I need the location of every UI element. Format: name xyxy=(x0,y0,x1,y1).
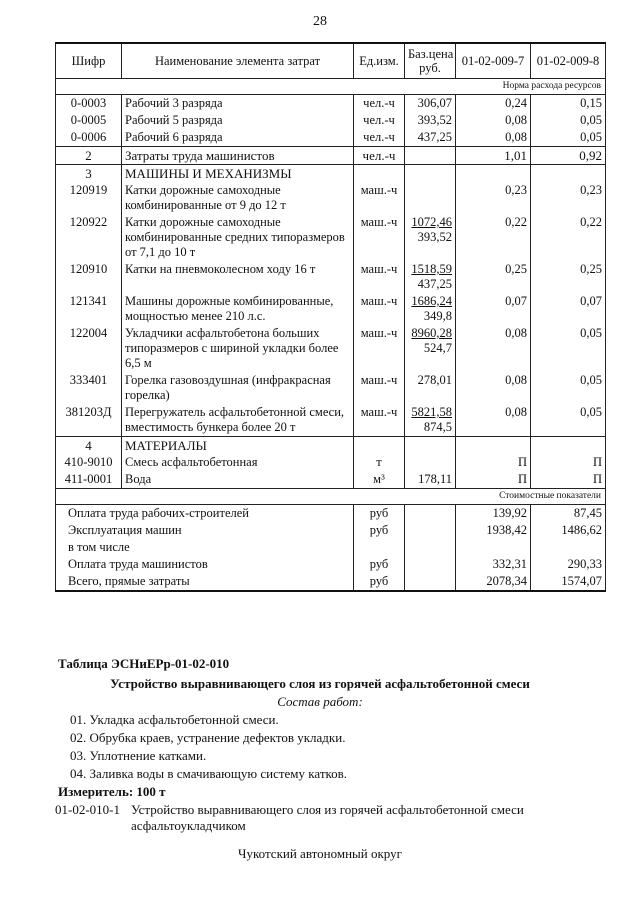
row-name: Вода xyxy=(122,471,354,489)
total-value-1: 1938,42 xyxy=(456,522,531,539)
row-value-1: 0,08 xyxy=(456,129,531,147)
row-code: 122004 xyxy=(56,325,122,372)
row-code: 410-9010 xyxy=(56,454,122,471)
price-total: 8960,28 xyxy=(411,326,452,340)
row-value-2: П xyxy=(531,471,606,489)
row-price: 437,25 xyxy=(405,129,456,147)
row-value-1: 0,24 xyxy=(456,95,531,113)
row-name: Катки дорожные самоходные комбинированные от 9 до 12 т xyxy=(122,182,354,214)
row-price: 393,52 xyxy=(405,112,456,129)
row-value-1: 0,08 xyxy=(456,372,531,404)
work-item: 03. Уплотнение катками. xyxy=(70,748,207,763)
row-name: Горелка газовоздушная (инфракрасная горелка) xyxy=(122,372,354,404)
row-value-1: 0,07 xyxy=(456,293,531,325)
total-value-2: 1574,07 xyxy=(531,573,606,591)
row-unit: маш.-ч xyxy=(354,372,405,404)
row-name: Смесь асфальтобетонная xyxy=(122,454,354,471)
row-unit: маш.-ч xyxy=(354,261,405,293)
row-code: 0-0003 xyxy=(56,95,122,113)
composition-title: Состав работ: xyxy=(277,694,363,709)
total-value-1: 332,31 xyxy=(456,556,531,573)
row-value-1: П xyxy=(456,454,531,471)
price-wages: 349,8 xyxy=(423,309,452,323)
row-unit: т xyxy=(354,454,405,471)
resource-table xyxy=(55,42,606,592)
row-code: 411-0001 xyxy=(56,471,122,489)
row-price xyxy=(405,454,456,471)
row-name: Катки на пневмоколесном ходу 16 т xyxy=(122,261,354,293)
row-name: Затраты труда машинистов xyxy=(122,147,354,165)
section-table-label: Таблица ЭСНиЕРр-01-02-010 xyxy=(58,656,230,671)
row-code: 120919 xyxy=(56,182,122,214)
row-value-2: 0,05 xyxy=(531,404,606,437)
row-value-2: П xyxy=(531,454,606,471)
section-title: Устройство выравнивающего слоя из горячей асфальтобетонной смеси xyxy=(110,676,530,691)
price-wages: 524,7 xyxy=(423,341,452,355)
section-header-materials xyxy=(56,437,606,455)
section-title: МАШИНЫ И МЕХАНИЗМЫ xyxy=(122,165,354,183)
total-row xyxy=(56,539,606,556)
total-unit: руб xyxy=(354,573,405,591)
row-name: Перегружатель асфальтобетонной смеси, вместимость бункера более 20 т xyxy=(122,404,354,437)
row-code: 2 xyxy=(56,147,122,165)
total-value-2: 1486,62 xyxy=(531,522,606,539)
table-row xyxy=(56,293,606,325)
row-code: 120922 xyxy=(56,214,122,261)
row-value-1: 0,23 xyxy=(456,182,531,214)
row-value-2: 0,92 xyxy=(531,147,606,165)
price-wages: 393,52 xyxy=(417,230,452,244)
total-label: Оплата труда машинистов xyxy=(56,556,354,573)
table-row xyxy=(56,404,606,437)
row-code: 0-0006 xyxy=(56,129,122,147)
row-unit: м³ xyxy=(354,471,405,489)
row-unit: чел.-ч xyxy=(354,129,405,147)
row-value-1: П xyxy=(456,471,531,489)
row-unit: чел.-ч xyxy=(354,95,405,113)
row-price: 178,11 xyxy=(405,471,456,489)
row-value-2: 0,05 xyxy=(531,325,606,372)
row-value-1: 0,08 xyxy=(456,112,531,129)
row-value-2: 0,25 xyxy=(531,261,606,293)
total-unit: руб xyxy=(354,505,405,523)
table-row xyxy=(56,112,606,129)
header-name: Наименование элемента затрат xyxy=(122,43,354,79)
row-value-2: 0,15 xyxy=(531,95,606,113)
section-header-machines xyxy=(56,165,606,183)
item-description: Устройство выравнивающего слоя из горячей асфальтобетонной смеси асфальтоукладчиком xyxy=(131,802,524,833)
price-wages: 437,25 xyxy=(417,277,452,291)
row-code: 120910 xyxy=(56,261,122,293)
row-value-2: 0,05 xyxy=(531,112,606,129)
total-label: Эксплуатация машин xyxy=(56,522,354,539)
machinist-row xyxy=(56,147,606,165)
measure-unit: Измеритель: 100 т xyxy=(58,784,166,799)
norm-caption: Норма расхода ресурсов xyxy=(56,79,606,95)
header-base-price: Баз.цена руб. xyxy=(405,43,456,79)
row-value-2: 0,22 xyxy=(531,214,606,261)
table-row xyxy=(56,471,606,489)
row-name: Рабочий 5 разряда xyxy=(122,112,354,129)
row-unit: маш.-ч xyxy=(354,214,405,261)
work-item: 04. Заливка воды в смачивающую систему катков. xyxy=(70,766,348,781)
price-total: 1072,46 xyxy=(411,215,452,229)
table-row xyxy=(56,95,606,113)
row-name: Рабочий 3 разряда xyxy=(122,95,354,113)
section-code: 3 xyxy=(56,165,122,183)
row-value-1: 0,08 xyxy=(456,325,531,372)
price-total: 1686,24 xyxy=(411,294,452,308)
item-code: 01-02-010-1 xyxy=(55,802,120,817)
table-row xyxy=(56,214,606,261)
row-unit: маш.-ч xyxy=(354,404,405,437)
price-total: 5821,58 xyxy=(411,405,452,419)
total-value-1: 139,92 xyxy=(456,505,531,523)
total-row xyxy=(56,573,606,591)
total-row xyxy=(56,522,606,539)
row-price: 306,07 xyxy=(405,95,456,113)
total-unit: руб xyxy=(354,556,405,573)
row-code: 381203Д xyxy=(56,404,122,437)
table-row xyxy=(56,454,606,471)
table-row xyxy=(56,129,606,147)
row-name: Катки дорожные самоходные комбинированные средних типоразмеров от 7,1 до 10 т xyxy=(122,214,354,261)
row-code: 333401 xyxy=(56,372,122,404)
total-label: Всего, прямые затраты xyxy=(56,573,354,591)
table-row xyxy=(56,261,606,293)
price-wages: 874,5 xyxy=(423,420,452,434)
price-total: 278,01 xyxy=(417,373,452,387)
total-value-1: 2078,34 xyxy=(456,573,531,591)
total-unit: руб xyxy=(354,522,405,539)
cost-caption: Стоимостные показатели xyxy=(56,489,606,505)
total-label: Оплата труда рабочих-строителей xyxy=(56,505,354,523)
section-title: МАТЕРИАЛЫ xyxy=(122,437,354,455)
row-unit: чел.-ч xyxy=(354,112,405,129)
header-col-2: 01-02-009-8 xyxy=(531,43,606,79)
row-value-2: 0,05 xyxy=(531,372,606,404)
work-item: 01. Укладка асфальтобетонной смеси. xyxy=(70,712,279,727)
header-col-1: 01-02-009-7 xyxy=(456,43,531,79)
work-item: 02. Обрубка краев, устранение дефектов укладки. xyxy=(70,730,346,745)
row-value-1: 0,25 xyxy=(456,261,531,293)
total-row xyxy=(56,556,606,573)
row-value-1: 0,08 xyxy=(456,404,531,437)
row-unit: чел.-ч xyxy=(354,147,405,165)
total-label: в том числе xyxy=(56,539,354,556)
table-row xyxy=(56,325,606,372)
row-unit: маш.-ч xyxy=(354,325,405,372)
row-name: Укладчики асфальтобетона больших типоразмеров с шириной укладки более 6,5 м xyxy=(122,325,354,372)
section-code: 4 xyxy=(56,437,122,455)
total-value-2: 290,33 xyxy=(531,556,606,573)
row-code: 0-0005 xyxy=(56,112,122,129)
total-value-2: 87,45 xyxy=(531,505,606,523)
table-row xyxy=(56,372,606,404)
total-row xyxy=(56,505,606,523)
row-value-1: 1,01 xyxy=(456,147,531,165)
footer-region: Чукотский автономный округ xyxy=(238,846,402,861)
header-unit: Ед.изм. xyxy=(354,43,405,79)
header-code: Шифр xyxy=(56,43,122,79)
row-name: Рабочий 6 разряда xyxy=(122,129,354,147)
price-total: 1518,59 xyxy=(411,262,452,276)
row-value-2: 0,23 xyxy=(531,182,606,214)
row-value-2: 0,07 xyxy=(531,293,606,325)
row-value-2: 0,05 xyxy=(531,129,606,147)
page-number: 28 xyxy=(313,14,327,29)
row-name: Машины дорожные комбинированные, мощностью менее 210 л.с. xyxy=(122,293,354,325)
row-unit: маш.-ч xyxy=(354,182,405,214)
table-row xyxy=(56,182,606,214)
row-code: 121341 xyxy=(56,293,122,325)
row-value-1: 0,22 xyxy=(456,214,531,261)
row-unit: маш.-ч xyxy=(354,293,405,325)
